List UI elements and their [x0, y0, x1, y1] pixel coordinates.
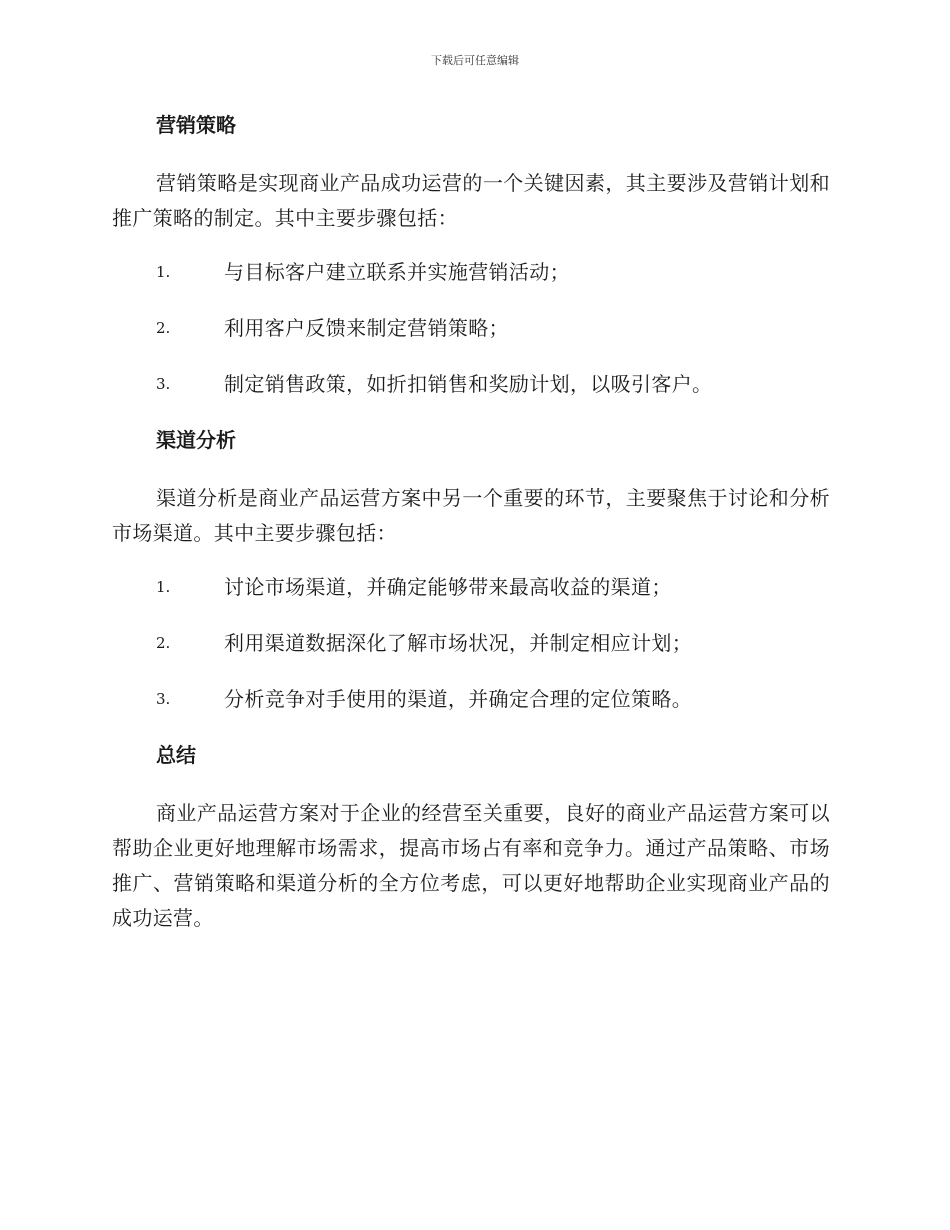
list-item: [112, 573, 830, 629]
list-item: [112, 370, 830, 426]
section-paragraph-channel: 渠道分析是商业产品运营方案中另一个重要的环节，主要聚焦于讨论和分析市场渠道。其中主要步骤包括：: [112, 486, 830, 545]
list-item-number: 1.: [156, 263, 171, 281]
list-item-number: 1.: [156, 578, 171, 596]
list-item-number: 3.: [156, 375, 171, 393]
channel-steps-list: [112, 573, 830, 741]
document-body: [112, 111, 830, 936]
list-item: [112, 685, 830, 741]
section-heading-channel: 渠道分析: [156, 428, 236, 452]
section-paragraph-summary: 商业产品运营方案对于企业的经营至关重要，良好的商业产品运营方案可以帮助企业更好地理解市场需求，提高市场占有率和竞争力。通过产品策略、市场推广、营销策略和渠道分析的全方位考虑，可以更好地帮助企业实现商业产品的成功运营。: [112, 801, 830, 930]
list-item-text: 利用渠道数据深化了解市场状况，并制定相应计划；: [224, 631, 693, 655]
marketing-steps-list: [112, 258, 830, 426]
list-item-text: 讨论市场渠道，并确定能够带来最高收益的渠道；: [224, 575, 672, 599]
list-item: [112, 629, 830, 685]
section-heading-marketing: 营销策略: [156, 113, 236, 137]
list-item-number: 2.: [156, 634, 171, 652]
section-paragraph-marketing: 营销策略是实现商业产品成功运营的一个关键因素，其主要涉及营销计划和推广策略的制定。其中主要步骤包括：: [112, 171, 830, 230]
list-item: [112, 258, 830, 314]
list-item-text: 分析竞争对手使用的渠道，并确定合理的定位策略。: [224, 687, 693, 711]
list-item: [112, 314, 830, 370]
section-heading-summary: 总结: [156, 743, 196, 767]
list-item-number: 3.: [156, 690, 171, 708]
list-item-number: 2.: [156, 319, 171, 337]
list-item-text: 利用客户反馈来制定营销策略；: [224, 316, 509, 340]
list-item-text: 制定销售政策，如折扣销售和奖励计划，以吸引客户。: [224, 372, 713, 396]
list-item-text: 与目标客户建立联系并实施营销活动；: [224, 260, 570, 284]
page-header: 下载后可任意编辑: [431, 54, 519, 67]
